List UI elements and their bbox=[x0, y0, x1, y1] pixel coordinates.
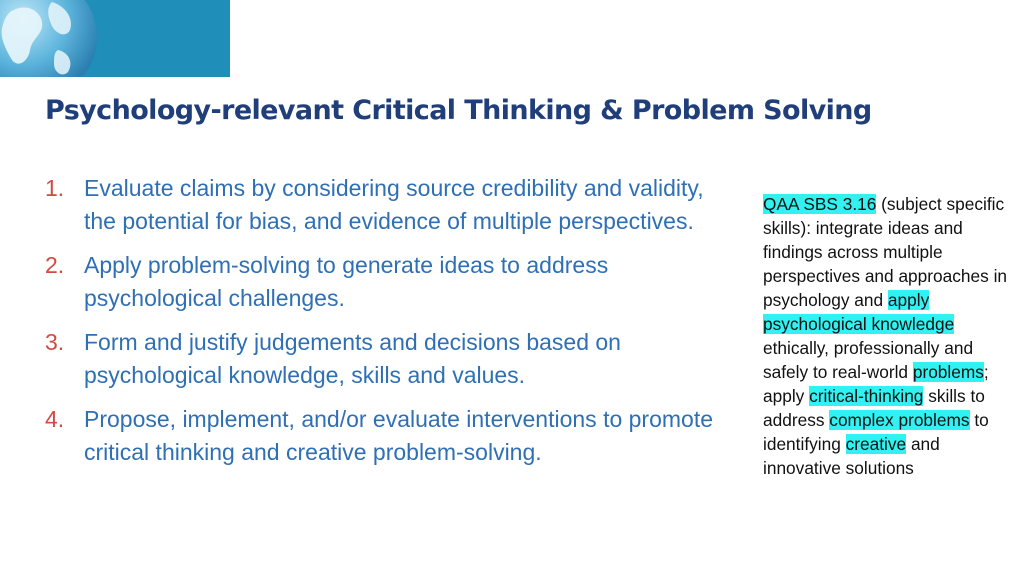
note-text: (subject specific skills): integrate ideas and findings across multiple perspectives and approaches in psychology and bbox=[763, 194, 1008, 310]
item-number: 3. bbox=[45, 329, 65, 355]
item-text: Propose, implement, and/or evaluate interventions to promote critical thinking and creative problem-solving. bbox=[84, 406, 714, 465]
item-number: 1. bbox=[45, 175, 65, 201]
note-text: ethically, professionally and safely to real-world bbox=[763, 338, 974, 382]
qaa-reference-note bbox=[763, 192, 1013, 480]
note-text: to identifying bbox=[763, 410, 989, 454]
highlight: creative bbox=[845, 434, 907, 454]
objectives-list bbox=[45, 172, 715, 480]
item-number: 2. bbox=[45, 252, 65, 278]
list-item bbox=[45, 403, 715, 469]
item-number: 4. bbox=[45, 406, 65, 432]
list-item bbox=[45, 249, 715, 315]
globe-icon bbox=[0, 0, 100, 77]
highlight: critical-thinking bbox=[809, 386, 924, 406]
highlight: problems bbox=[912, 362, 984, 382]
qaa-reference: QAA SBS 3.16 bbox=[763, 194, 877, 214]
note-text: skills to address bbox=[763, 386, 985, 430]
item-text: Apply problem-solving to generate ideas to address psychological challenges. bbox=[84, 252, 609, 311]
slide-title: Psychology-relevant Critical Thinking & Problem Solving bbox=[45, 95, 872, 126]
item-text: Form and justify judgements and decisions based on psychological knowledge, skills and values. bbox=[84, 329, 621, 388]
header-band bbox=[0, 0, 230, 77]
list-item bbox=[45, 326, 715, 392]
note-text: and innovative solutions bbox=[763, 434, 940, 478]
note-text: ; apply bbox=[763, 362, 989, 406]
item-text: Evaluate claims by considering source credibility and validity, the potential for bias, and evidence of multiple perspectives. bbox=[84, 175, 704, 234]
highlight: complex problems bbox=[829, 410, 970, 430]
list-item bbox=[45, 172, 715, 238]
highlight: apply psychological knowledge bbox=[763, 290, 955, 334]
